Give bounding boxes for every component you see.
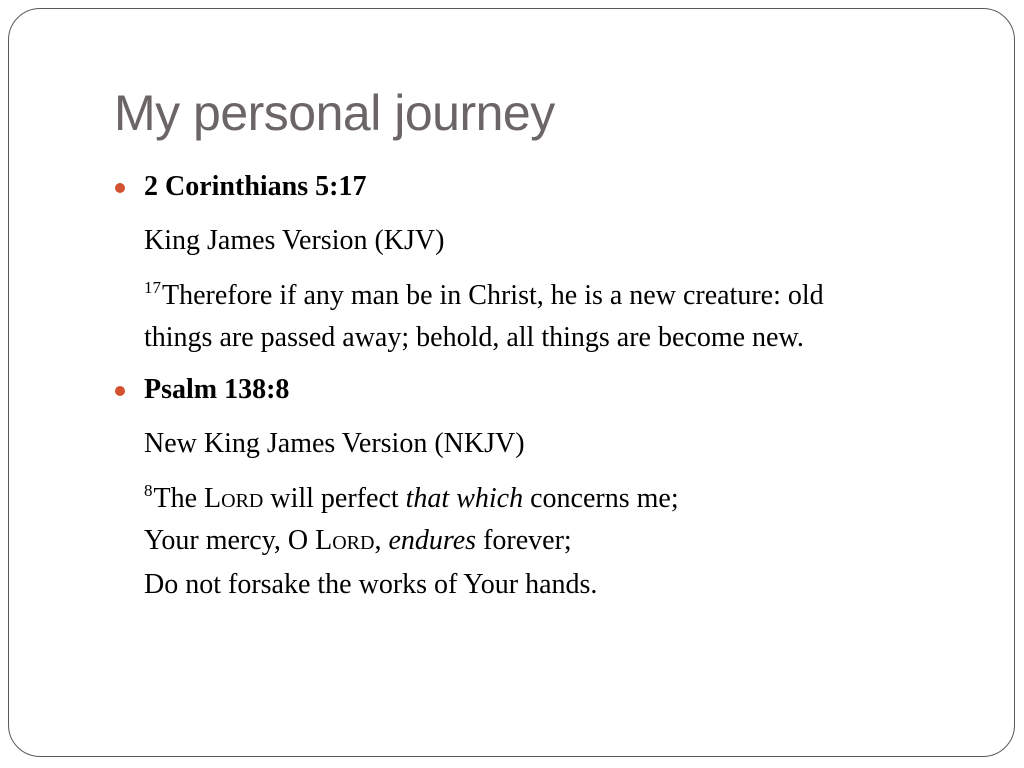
verse-italic-text: endures (388, 525, 477, 556)
scripture-reference: Psalm 138:8 (144, 374, 290, 405)
verse-text: , (374, 525, 389, 556)
lord-smallcaps: Lord (315, 525, 375, 556)
bullet-dot-icon (115, 183, 125, 193)
verse-text: The (153, 483, 205, 514)
verse-number: 17 (144, 278, 161, 297)
verse-text: Your mercy, O (144, 525, 316, 556)
verse-text: forever; (476, 525, 572, 556)
slide-title: My personal journey (114, 85, 555, 141)
verse-number: 8 (144, 481, 153, 500)
bullet-dot-icon (115, 386, 125, 396)
verse-line (144, 481, 679, 515)
scripture-reference: 2 Corinthians 5:17 (144, 171, 367, 202)
verse-italic-text: that which (405, 483, 524, 514)
verse-line (144, 525, 572, 557)
verse-line: things are passed away; behold, all things are become new. (144, 322, 804, 353)
verse-text: concerns me; (523, 483, 679, 514)
verse-line (144, 278, 824, 312)
bible-version: King James Version (KJV) (144, 225, 445, 256)
verse-text: Therefore if any man be in Christ, he is a new creature: old (162, 280, 824, 311)
verse-text: will perfect (263, 483, 406, 514)
lord-smallcaps: Lord (204, 483, 264, 514)
verse-line: Do not forsake the works of Your hands. (144, 569, 598, 600)
bible-version: New King James Version (NKJV) (144, 428, 525, 459)
